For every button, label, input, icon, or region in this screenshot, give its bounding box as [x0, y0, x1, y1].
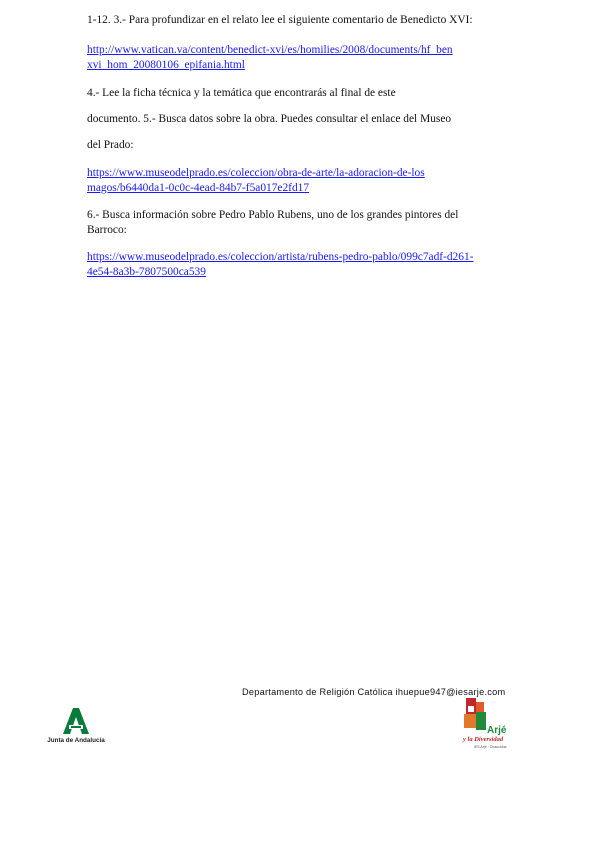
junta-andalucia-logo — [35, 704, 117, 746]
junta-logo-text: Junta de Andalucía — [47, 737, 105, 744]
paragraph-ficha: 4.- Lee la ficha técnica y la temática que encontrarás al final de este — [87, 87, 396, 99]
arje-logo — [460, 696, 520, 752]
arje-logo-subtitle: y la Diversidad — [463, 736, 504, 743]
paragraph-rubens-line-1: 6.- Busca información sobre Pedro Pablo Rubens, uno de los grandes pintores del — [87, 209, 459, 221]
vatican-link-line-1: http://www.vatican.va/content/benedict-xvi/es/homilies/2008/documents/hf_ben — [87, 44, 453, 56]
paragraph-rubens-line-2: Barroco: — [87, 224, 127, 236]
paragraph-benedicto: 1-12. 3.- Para profundizar en el relato lee el siguiente comentario de Benedicto XVI: — [87, 14, 473, 26]
vatican-link[interactable] — [87, 43, 507, 73]
paragraph-prado: del Prado: — [87, 139, 134, 151]
prado-rubens-link-line-1: https://www.museodelprado.es/coleccion/artista/rubens-pedro-pablo/099c7adf-d261- — [87, 251, 474, 263]
vatican-link-line-2: xvi_hom_20080106_epifania.html — [87, 59, 245, 71]
prado-obra-link[interactable] — [87, 166, 507, 196]
prado-obra-link-line-1: https://www.museodelprado.es/coleccion/obra-de-arte/la-adoracion-de-los — [87, 167, 425, 179]
prado-obra-link-paragraph — [87, 166, 507, 196]
arje-logo-name: Arjé — [487, 725, 507, 736]
junta-emblem-icon — [35, 704, 117, 738]
vatican-link-paragraph — [87, 43, 507, 73]
paragraph-rubens — [87, 208, 507, 238]
footer-department: Departamento de Religión Católica ihuepue947@iesarje.com — [242, 687, 506, 697]
arje-logo-caption: IES Arjé · Chauchina — [474, 745, 507, 749]
prado-rubens-link-paragraph — [87, 250, 507, 280]
prado-rubens-link-line-2: 4e54-8a3b-7807500ca539 — [87, 266, 206, 278]
paragraph-datos: documento. 5.- Busca datos sobre la obra. Puedes consultar el enlace del Museo — [87, 113, 452, 125]
prado-rubens-link[interactable] — [87, 250, 507, 280]
prado-obra-link-line-2: magos/b6440da1-0c0c-4ead-84b7-f5a017e2fd17 — [87, 182, 310, 194]
